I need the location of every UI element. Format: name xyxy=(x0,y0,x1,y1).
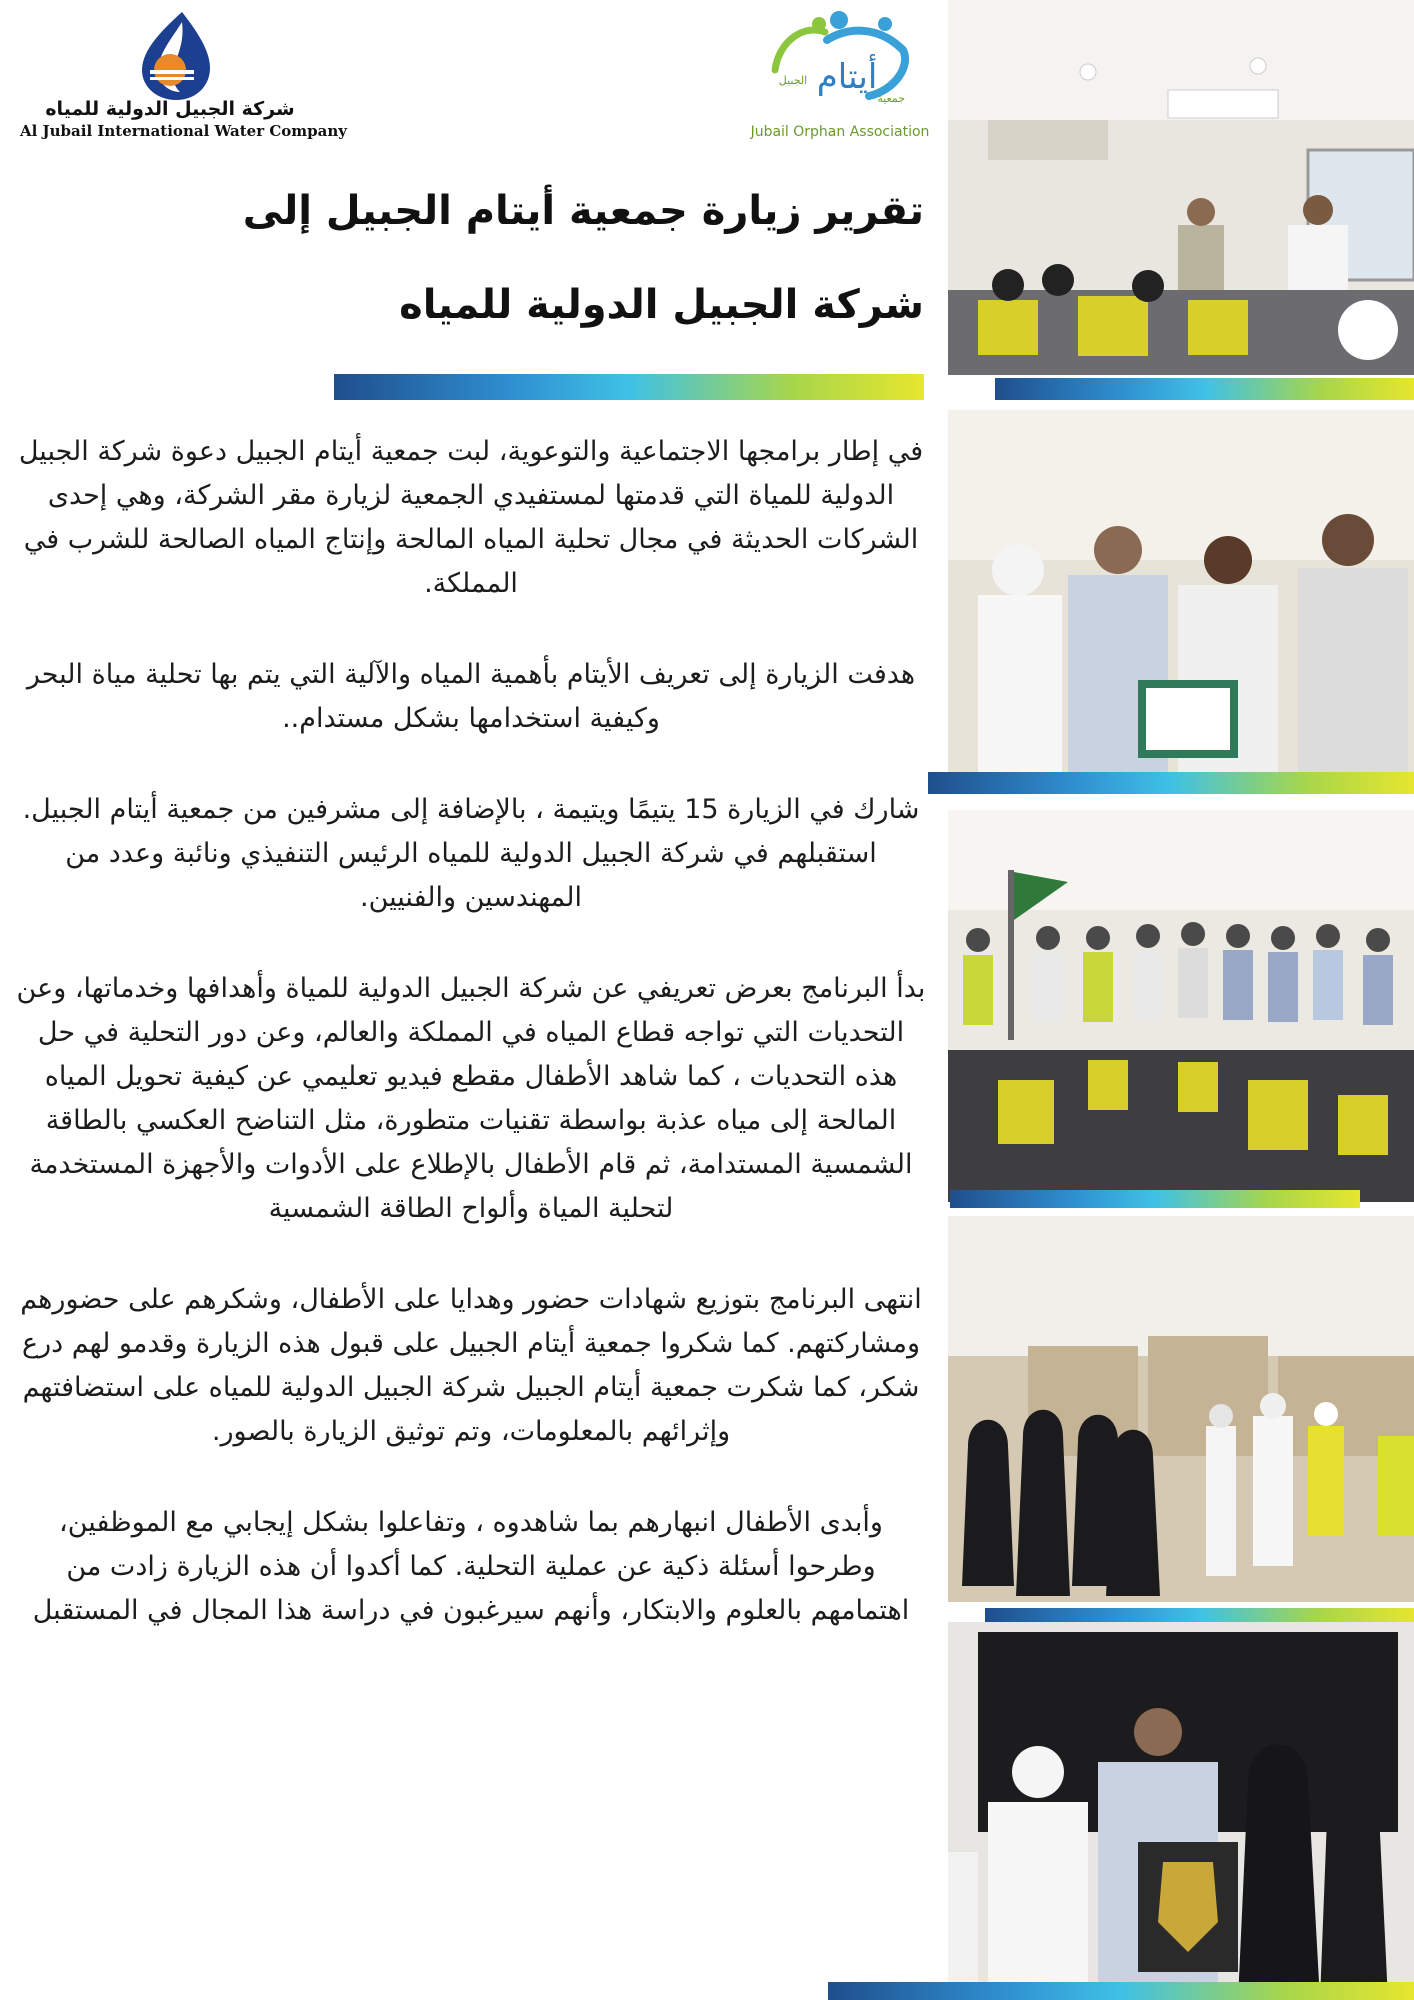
report-body xyxy=(16,430,926,1680)
association-figures-logo-icon xyxy=(765,10,915,110)
association-name-arabic-small1: جمعية xyxy=(877,92,905,105)
company-logo xyxy=(20,10,347,145)
association-name-arabic-small2: الجبيل xyxy=(778,74,808,87)
paragraph-program: بدأ البرنامج بعرض تعريفي عن شركة الجبيل الدولية للمياة وأهدافها وخدماتها، وعن التحديات التي تواجه قطاع المياه في المملكة والعالم، وعن دور التحلية في حل هذه التحديات ، كما شاهد الأطفال مقطع فيديو تعليمي عن كيفية تحويل المياه المالحة إلى مياه عذبة بواسطة تقنيات متطورة، مثل التناضح العكسي بالطاقة الشمسية المستدامة، ثم قام الأطفال بالإطلاع على الأدوات والأجهزة المستخدمة لتحلية المياة وألواح الطاقة الشمسية xyxy=(16,973,926,1224)
paragraph-feedback: وأبدى الأطفال انبهارهم بما شاهدوه ، وتفاعلوا بشكل إيجابي مع الموظفين، وطرحوا أسئلة ذكية عن عملية التحلية. كما أكدوا أن هذه الزيارة زادت من اهتمامهم بالعلوم والابتكار، وأنهم سيرغبون في دراسة هذا المجال في المستقبل xyxy=(32,1507,910,1626)
report-title-line-1: تقرير زيارة جمعية أيتام الجبيل إلى xyxy=(242,188,924,234)
photo-certificate-handover xyxy=(948,410,1414,772)
association-name-arabic-main: أيتام xyxy=(816,57,878,97)
photo-outdoor-site-visit xyxy=(948,1216,1414,1602)
bottom-gradient-bar xyxy=(828,1982,1414,2000)
paragraph-participants: شارك في الزيارة 15 يتيمًا ويتيمة ، بالإضافة إلى مشرفين من جمعية أيتام الجبيل. استقبلهم في شركة الجبيل الدولية للمياه الرئيس التنفيذي ونائبة وعدد من المهندسين والفنيين. xyxy=(22,794,920,913)
company-name-english: Al Jubail International Water Company xyxy=(20,122,347,140)
photo-classroom-presentation xyxy=(948,0,1414,375)
photo-1-underline-gradient xyxy=(995,378,1414,400)
association-name-english: Jubail Orphan Association xyxy=(750,124,930,140)
paragraph-goal: هدفت الزيارة إلى تعريف الأيتام بأهمية المياه والآلية التي يتم بها تحلية مياة البحر وكيفية استخدامها بشكل مستدام.. xyxy=(26,659,916,734)
photo-group-meeting-room xyxy=(948,810,1414,1202)
photo-2-underline-gradient xyxy=(928,772,1414,794)
report-title-line-2: شركة الجبيل الدولية للمياه xyxy=(399,282,924,328)
association-logo xyxy=(745,10,935,140)
title-underline-gradient xyxy=(334,374,924,400)
photo-shield-presentation xyxy=(948,1622,1414,2000)
paragraph-intro: في إطار برامجها الاجتماعية والتوعوية، لبت جمعية أيتام الجبيل دعوة شركة الجبيل الدولية للمياة التي قدمتها لمستفيدي الجمعية لزيارة مقر الشركة، وهي إحدى الشركات الحديثة في مجال تحلية المياه المالحة وإنتاج المياه الصالحة للشرب في المملكة. xyxy=(18,436,924,599)
photo-4-underline-gradient xyxy=(985,1608,1414,1622)
paragraph-conclusion: انتهى البرنامج بتوزيع شهادات حضور وهدايا على الأطفال، وشكرهم على حضورهم ومشاركتهم. كما شكروا جمعية أيتام الجبيل على قبول هذه الزيارة وقدمو لهم درع شكر، كما شكرت جمعية أيتام الجبيل شركة الجبيل الدولية للمياه على استضافتهم وإثرائهم بالمعلومات، وتم توثيق الزيارة بالصور. xyxy=(20,1284,922,1447)
water-drop-logo-icon xyxy=(132,10,218,102)
company-name-arabic: شركة الجبيل الدولية للمياه xyxy=(45,98,295,120)
photo-3-underline-gradient xyxy=(950,1190,1360,1208)
